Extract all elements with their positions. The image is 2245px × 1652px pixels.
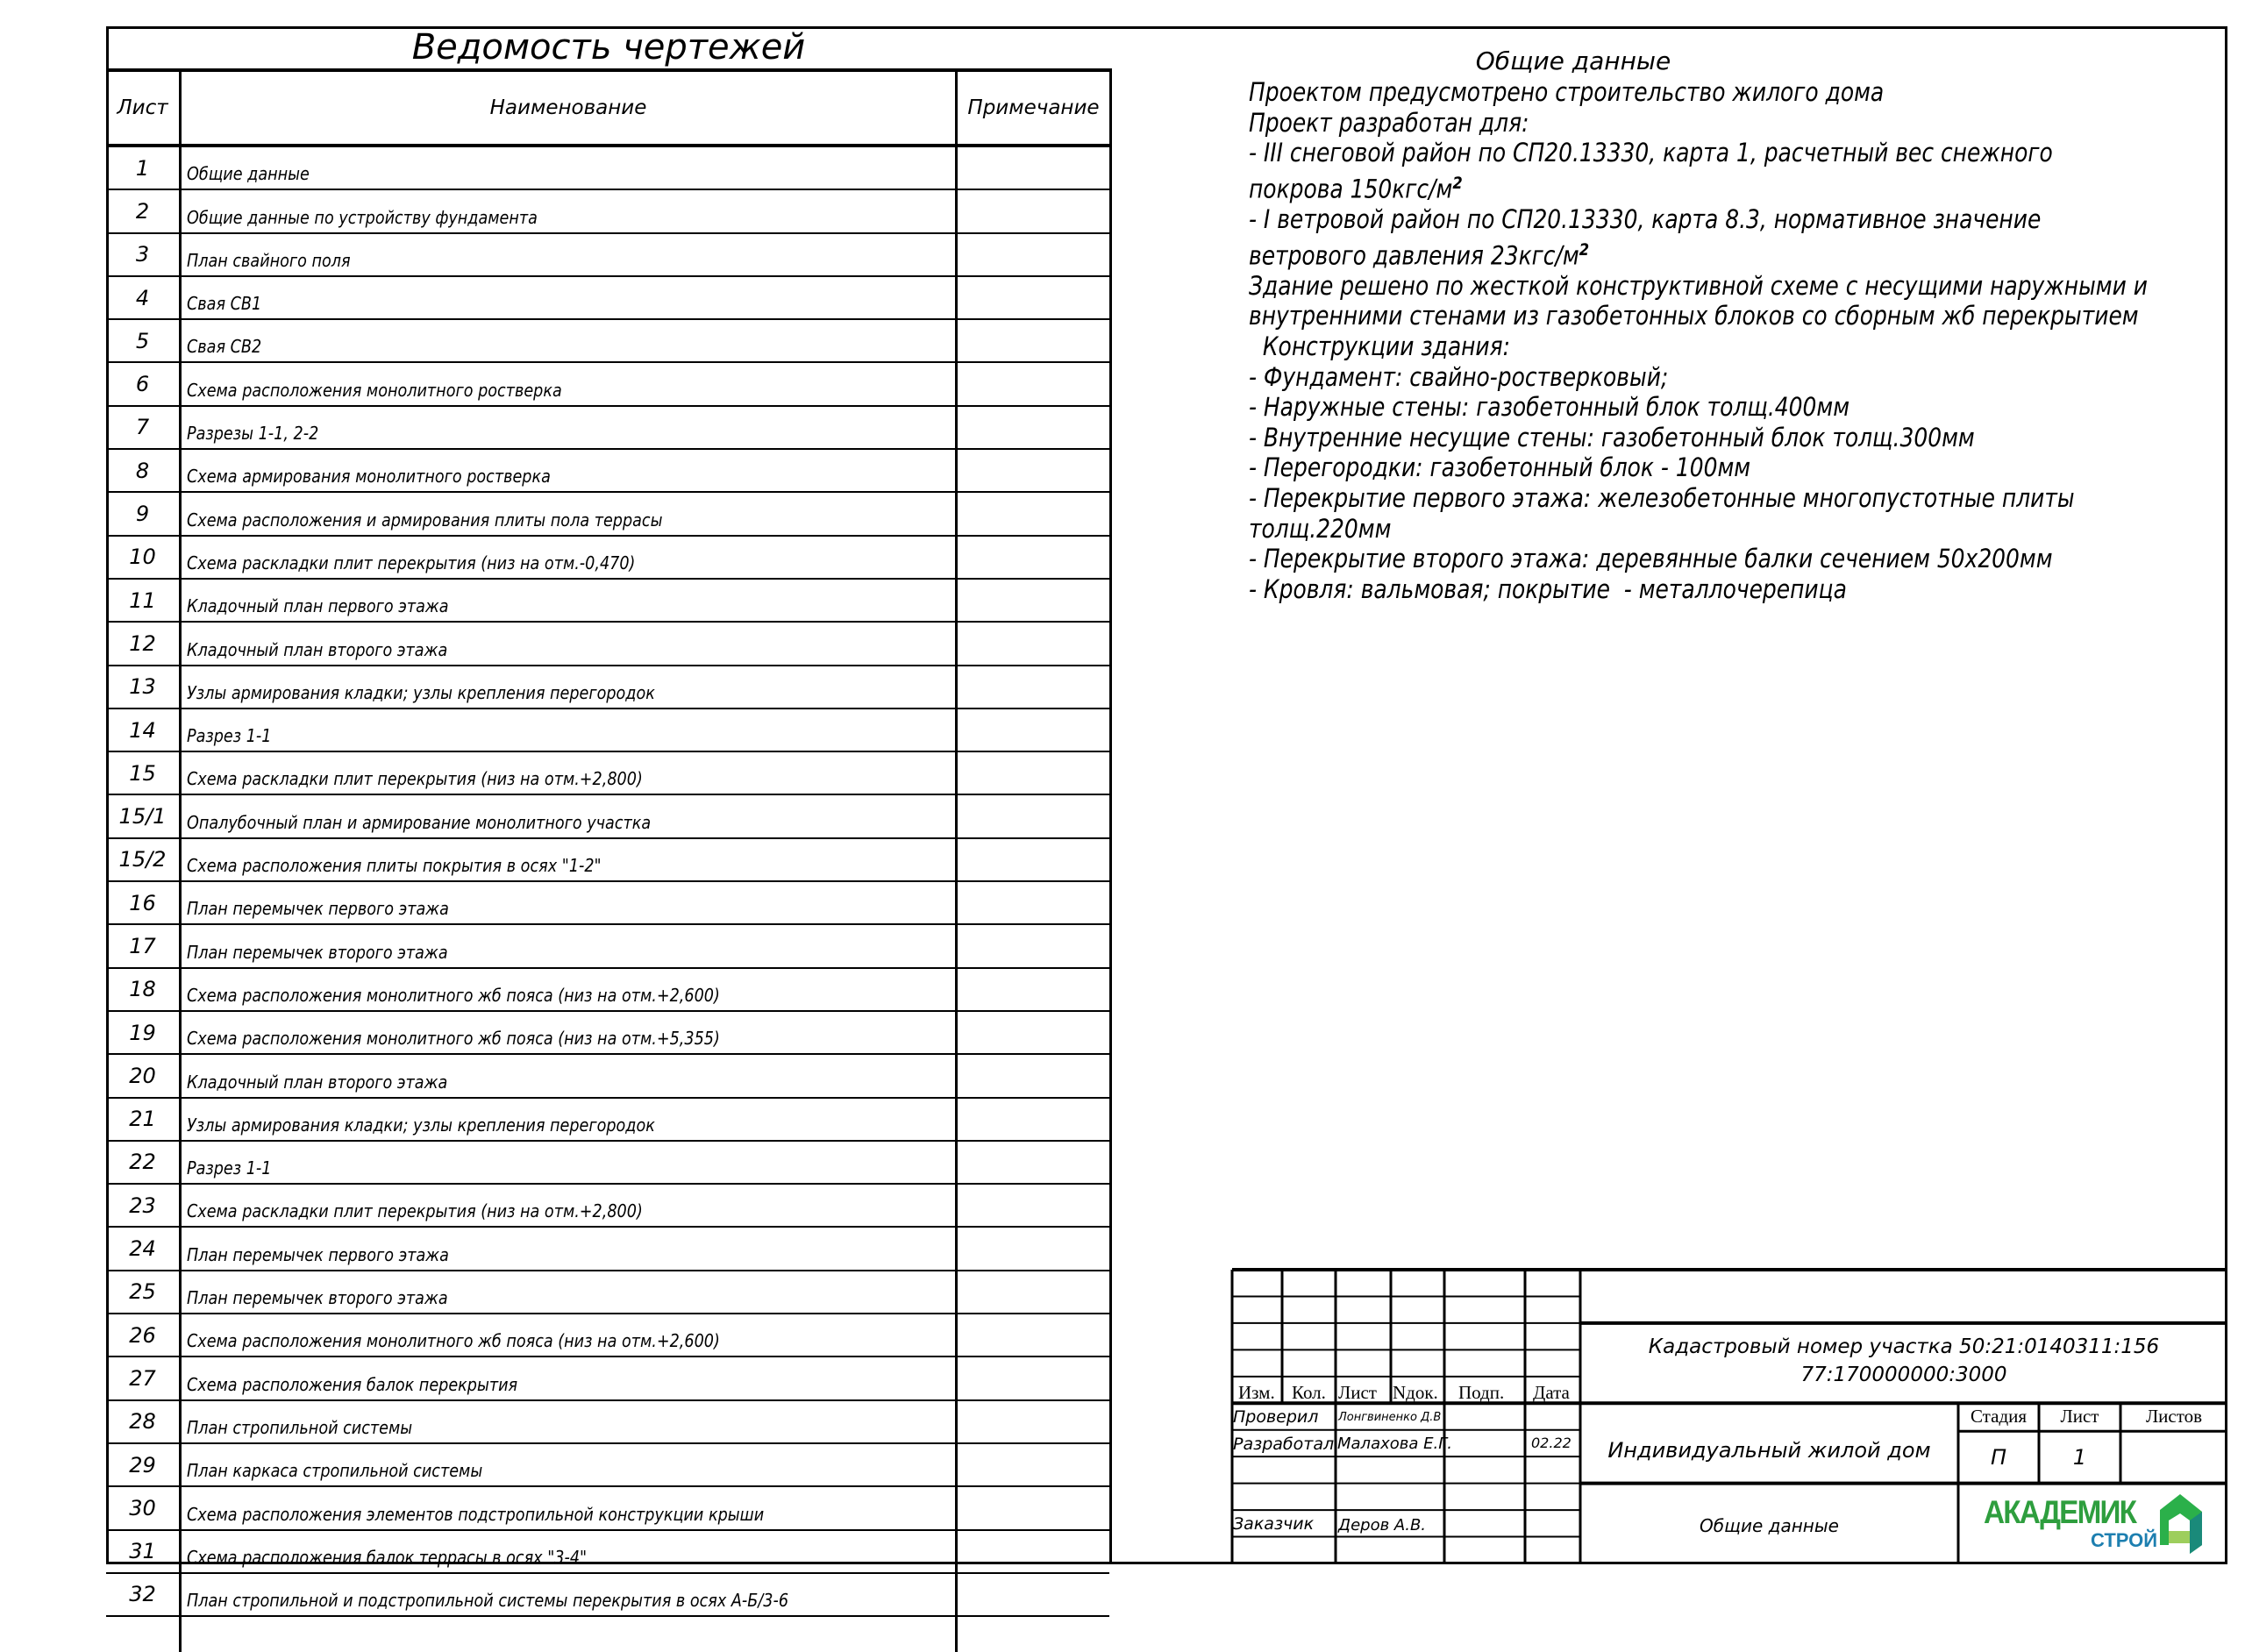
row-name: Схема расположения балок перекрытия <box>187 1373 518 1395</box>
tb-header-list: Лист <box>1338 1382 1377 1403</box>
row-name: Схема расположения монолитного жб пояса (низ на отм.+5,355) <box>187 1028 720 1050</box>
tb-checked-label: Проверил <box>1233 1407 1319 1427</box>
company-logo <box>1984 1491 2212 1559</box>
row-sheet-number: 30 <box>106 1487 182 1528</box>
row-name: Схема расположения плиты покрытия в осях "1-2" <box>187 855 602 877</box>
row-sheet-number: 21 <box>106 1099 182 1140</box>
table-row-empty <box>106 1617 1109 1652</box>
row-sheet-number: 17 <box>106 925 182 966</box>
tb-customer-label: Заказчик <box>1233 1514 1315 1534</box>
row-name: План перемычек второго этажа <box>187 1287 448 1309</box>
row-name: Схема расположения элементов подстропильной конструкции крыши <box>187 1503 765 1525</box>
house-logo-icon <box>2155 1491 2206 1557</box>
row-name: Схема расположения и армирования плиты пола террасы <box>187 509 663 530</box>
tb-checked-name: Лонгвиненко Д.В <box>1338 1411 1442 1424</box>
row-name: План свайного поля <box>187 249 351 271</box>
row-name: Разрез 1-1 <box>187 725 272 747</box>
tb-stage-value: П <box>1990 1445 2007 1470</box>
notes-line-text: - Наружные стены: газобетонный блок толщ.400мм <box>1249 392 1850 423</box>
row-name: Свая СВ1 <box>187 293 262 315</box>
row-sheet-number: 9 <box>106 493 182 534</box>
row-name: План стропильной и подстропильной системы перекрытия в осях А-Б/3-6 <box>187 1590 789 1612</box>
row-name: Кладочный план второго этажа <box>187 638 448 660</box>
row-sheet-number: 29 <box>106 1444 182 1485</box>
row-sheet-number: 25 <box>106 1271 182 1313</box>
notes-line-superscript: 2 <box>1579 239 1590 260</box>
notes-line-text: - Перекрытие второго этажа: деревянные балки сечением 50х200мм <box>1249 544 2053 574</box>
row-name: Разрез 1-1 <box>187 1157 272 1179</box>
row-name: План каркаса стропильной системы <box>187 1460 483 1482</box>
row-name: Схема расположения балок террасы в осях "3-4" <box>187 1546 588 1568</box>
row-sheet-number: 31 <box>106 1531 182 1572</box>
notes-line-text: - I ветровой район по СП20.13330, карта 8.3, нормативное значение <box>1249 204 2042 235</box>
tb-header-ndok: Nдок. <box>1393 1382 1438 1403</box>
notes-line-text: внутренними стенами из газобетонных блоков со сборным жб перекрытием <box>1249 301 2139 331</box>
row-name: План перемычек первого этажа <box>187 1243 449 1265</box>
row-name: Кладочный план второго этажа <box>187 1071 448 1093</box>
row-sheet-number: 22 <box>106 1142 182 1183</box>
header-sheet: Лист <box>106 72 182 144</box>
notes-line-text: толщ.220мм <box>1249 513 1392 544</box>
tb-sheets-label: Листов <box>2145 1406 2203 1427</box>
notes-line-text: - III снеговой район по СП20.13330, карта 1, расчетный вес снежного <box>1249 138 2053 168</box>
notes-line-text: - Перекрытие первого этажа: железобетонные многопустотные плиты <box>1249 483 2075 514</box>
tb-sheet-name: Общие данные <box>1700 1515 1839 1536</box>
row-sheet-number: 11 <box>106 580 182 621</box>
row-name: Общие данные по устройству фундамента <box>187 206 538 228</box>
row-sheet-number: 13 <box>106 666 182 708</box>
notes-line-text: покрова 150кгс/м <box>1249 174 1453 204</box>
notes-line-text: Конструкции здания: <box>1249 331 1511 362</box>
notes-line-text: Проект разработан для: <box>1249 107 1529 138</box>
tb-developed-label: Разработал <box>1233 1435 1335 1454</box>
row-name: План перемычек первого этажа <box>187 898 449 920</box>
row-name: Схема раскладки плит перекрытия (низ на отм.-0,470) <box>187 552 636 573</box>
row-name: Схема армирования монолитного ростверка <box>187 466 551 488</box>
row-sheet-number: 26 <box>106 1314 182 1356</box>
row-sheet-number: 14 <box>106 709 182 751</box>
row-name: План стропильной системы <box>187 1416 413 1438</box>
row-sheet-number: 2 <box>106 190 182 231</box>
row-name: Схема раскладки плит перекрытия (низ на отм.+2,800) <box>187 1200 643 1222</box>
row-sheet-number: 18 <box>106 969 182 1010</box>
sheet-list-title: Ведомость чертежей <box>411 27 806 68</box>
tb-cadastral-line1: Кадастровый номер участка 50:21:0140311:156 <box>1648 1335 2160 1358</box>
row-name: План перемычек второго этажа <box>187 941 448 963</box>
row-sheet-number: 23 <box>106 1185 182 1226</box>
row-sheet-number: 15/1 <box>106 795 182 837</box>
row-sheet-number: 27 <box>106 1357 182 1399</box>
tb-object-name: Индивидуальный жилой дом <box>1607 1438 1931 1463</box>
row-sheet-number: 8 <box>106 450 182 491</box>
row-name: Узлы армирования кладки; узлы крепления перегородок <box>187 681 655 703</box>
tb-stage-label: Стадия <box>1970 1406 2028 1427</box>
tb-developed-date: 02.22 <box>1531 1435 1572 1451</box>
row-name: Кладочный план первого этажа <box>187 595 449 617</box>
notes-line-text: - Кровля: вальмовая; покрытие - металлочерепица <box>1249 573 1847 604</box>
row-sheet-number: 28 <box>106 1401 182 1442</box>
row-sheet-number: 6 <box>106 363 182 404</box>
row-sheet-number: 12 <box>106 623 182 664</box>
row-sheet-number: 32 <box>106 1574 182 1615</box>
row-name: Схема расположения монолитного жб пояса (низ на отм.+2,600) <box>187 1330 720 1352</box>
header-note: Примечание <box>967 96 1100 119</box>
tb-header-date: Дата <box>1533 1382 1570 1403</box>
notes-title: Общие данные <box>1475 46 1671 75</box>
row-sheet-number: 24 <box>106 1228 182 1269</box>
row-name-cell <box>182 1617 958 1652</box>
tb-customer-name: Деров А.В. <box>1338 1516 1427 1535</box>
tb-header-podp: Подп. <box>1458 1382 1505 1403</box>
notes-line-text: - Перегородки: газобетонный блок - 100мм <box>1249 452 1751 483</box>
row-sheet-number: 20 <box>106 1055 182 1096</box>
notes-line-text: - Внутренние несущие стены: газобетонный блок толщ.300мм <box>1249 422 1975 452</box>
logo-main-text: АКАДЕМИК <box>1984 1494 2136 1530</box>
row-sheet-number: 4 <box>106 277 182 318</box>
logo-sub-text: СТРОЙ <box>2091 1529 2158 1551</box>
notes-line-text: ветрового давления 23кгс/м <box>1249 240 1579 271</box>
row-sheet-number: 3 <box>106 234 182 275</box>
tb-header-kol: Кол. <box>1292 1382 1326 1403</box>
row-name: Общие данные <box>187 163 310 185</box>
row-sheet-number <box>106 1617 182 1652</box>
tb-cadastral-line2: 77:170000000:3000 <box>1800 1364 2007 1386</box>
row-name: Разрезы 1-1, 2-2 <box>187 423 319 445</box>
row-sheet-number: 5 <box>106 320 182 361</box>
row-sheet-number: 1 <box>106 147 182 189</box>
tb-header-izm: Изм. <box>1238 1382 1275 1403</box>
notes-line-superscript: 2 <box>1452 173 1463 193</box>
notes-line-text: Здание решено по жесткой конструктивной схеме с несущими наружными и <box>1249 270 2148 301</box>
notes-line-text: Проектом предусмотрено строительство жилого дома <box>1249 77 1885 107</box>
row-name: Опалубочный план и армирование монолитного участка <box>187 811 652 833</box>
row-sheet-number: 16 <box>106 882 182 923</box>
row-sheet-number: 15/2 <box>106 839 182 880</box>
row-note <box>958 1617 1109 1652</box>
row-name: Схема раскладки плит перекрытия (низ на отм.+2,800) <box>187 768 643 790</box>
header-name: Наименование <box>182 72 958 144</box>
row-sheet-number: 10 <box>106 537 182 578</box>
tb-sheet-label: Лист <box>2060 1406 2099 1427</box>
row-name: Узлы армирования кладки; узлы крепления перегородок <box>187 1114 655 1136</box>
row-sheet-number: 19 <box>106 1012 182 1053</box>
tb-developed-name: Малахова Е.Г. <box>1337 1435 1452 1453</box>
row-sheet-number: 15 <box>106 752 182 794</box>
row-name: Схема расположения монолитного жб пояса (низ на отм.+2,600) <box>187 984 720 1006</box>
notes-line-text: - Фундамент: свайно-ростверковый; <box>1249 361 1669 392</box>
row-name: Свая СВ2 <box>187 336 262 358</box>
row-sheet-number: 7 <box>106 407 182 448</box>
row-name: Схема расположения монолитного ростверка <box>187 379 562 401</box>
tb-sheet-value: 1 <box>2072 1445 2087 1470</box>
